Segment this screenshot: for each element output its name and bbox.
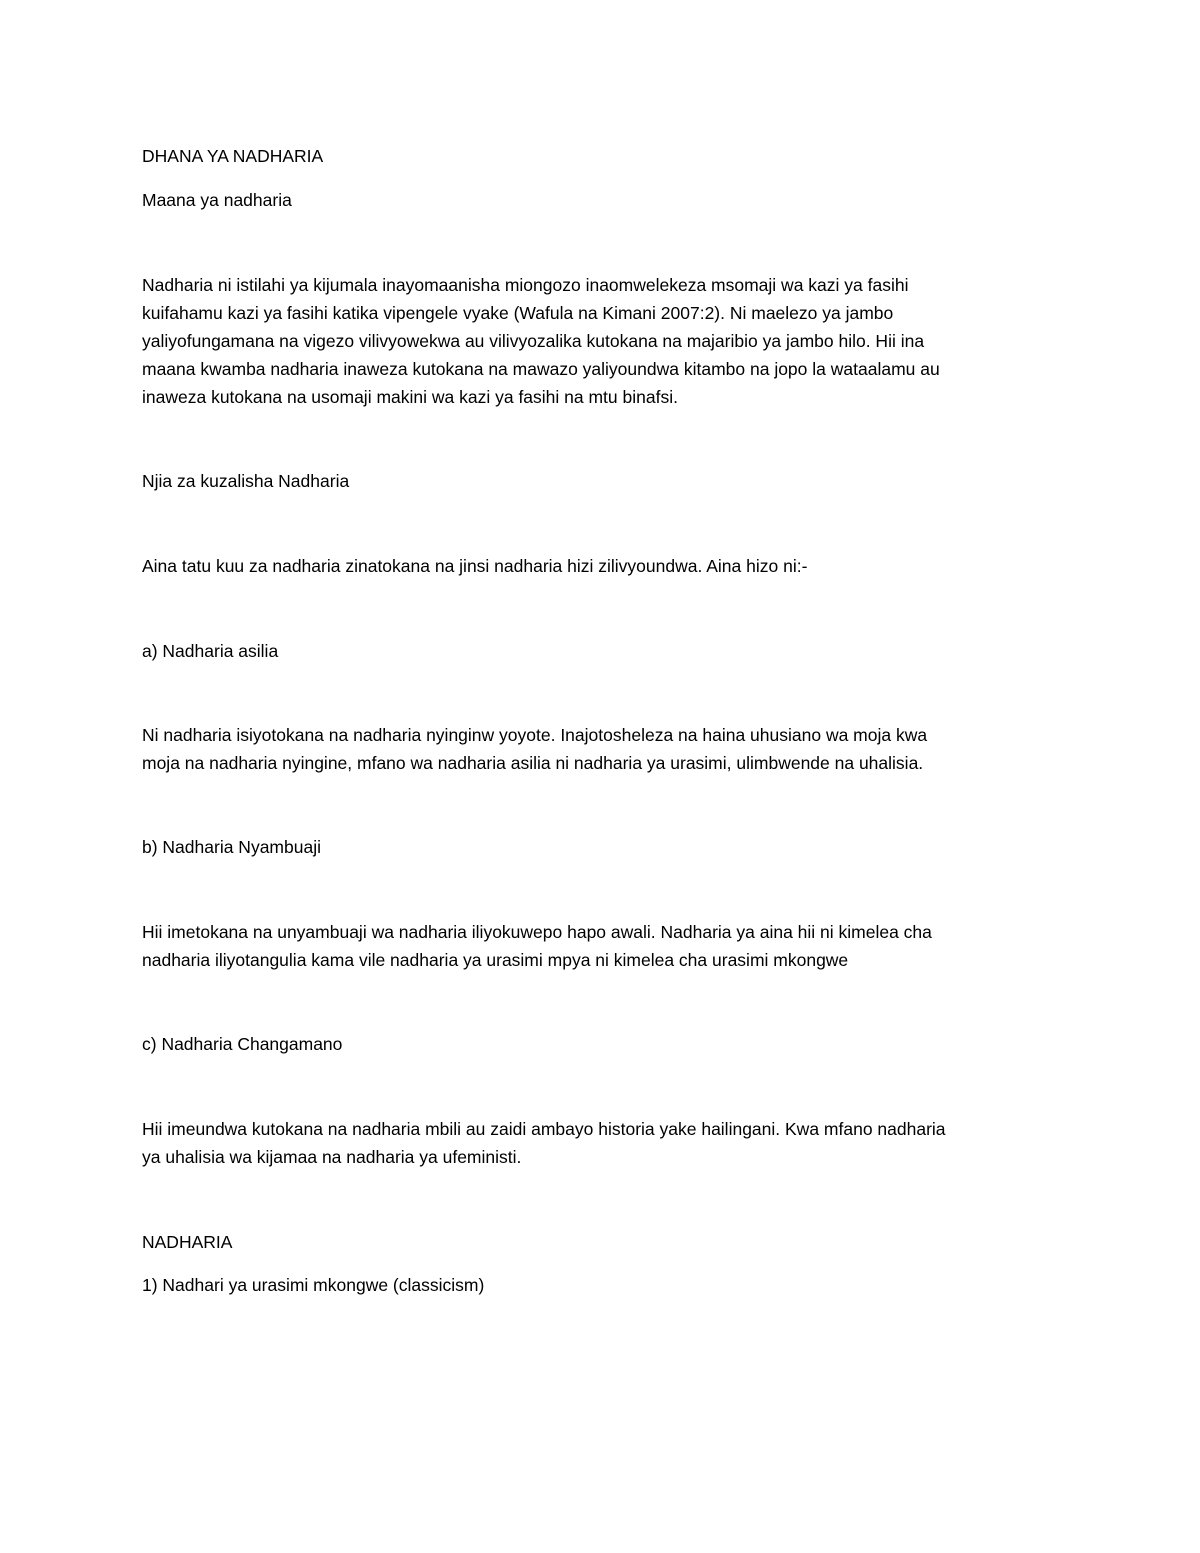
intro-line: Nadharia ni istilahi ya kijumala inayomaanisha miongozo inaomwelekeza msomaji wa kazi ya fasihi: [142, 275, 909, 295]
section-heading: Njia za kuzalisha Nadharia: [142, 471, 350, 491]
document-heading: DHANA YA NADHARIA: [142, 146, 324, 166]
theory-item: 1) Nadhari ya urasimi mkongwe (classicism): [142, 1275, 485, 1295]
type-a-line: moja na nadharia nyingine, mfano wa nadharia asilia ni nadharia ya urasimi, ulimbwende na uhalisia.: [142, 753, 924, 773]
type-c-title: c) Nadharia Changamano: [142, 1034, 343, 1054]
type-c-line: ya uhalisia wa kijamaa na nadharia ya ufeministi.: [142, 1147, 522, 1167]
type-b-title: b) Nadharia Nyambuaji: [142, 837, 321, 857]
type-a-title: a) Nadharia asilia: [142, 641, 279, 661]
subheading-maana: Maana ya nadharia: [142, 190, 292, 210]
type-a-line: Ni nadharia isiyotokana na nadharia nyinginw yoyote. Inajotosheleza na haina uhusiano wa moja kwa: [142, 725, 928, 745]
intro-line: maana kwamba nadharia inaweza kutokana na mawazo yaliyoundwa kitambo na jopo la wataalamu au: [142, 359, 940, 379]
type-c-line: Hii imeundwa kutokana na nadharia mbili au zaidi ambayo historia yake hailingani. Kwa mfano nadharia: [142, 1119, 946, 1139]
intro-line: inaweza kutokana na usomaji makini wa kazi ya fasihi na mtu binafsi.: [142, 387, 678, 407]
type-b-line: nadharia iliyotangulia kama vile nadharia ya urasimi mpya ni kimelea cha urasimi mkongwe: [142, 950, 849, 970]
intro-line: kuifahamu kazi ya fasihi katika vipengele vyake (Wafula na Kimani 2007:2). Ni maelezo ya jambo: [142, 303, 894, 323]
intro-line: yaliyofungamana na vigezo vilivyowekwa au vilivyozalika kutokana na majaribio ya jambo hilo. Hii ina: [142, 331, 925, 351]
type-b-line: Hii imetokana na unyambuaji wa nadharia iliyokuwepo hapo awali. Nadharia ya aina hii ni kimelea cha: [142, 922, 932, 942]
section-intro: Aina tatu kuu za nadharia zinatokana na jinsi nadharia hizi zilivyoundwa. Aina hizo ni:-: [142, 556, 808, 576]
theories-heading: NADHARIA: [142, 1232, 233, 1252]
